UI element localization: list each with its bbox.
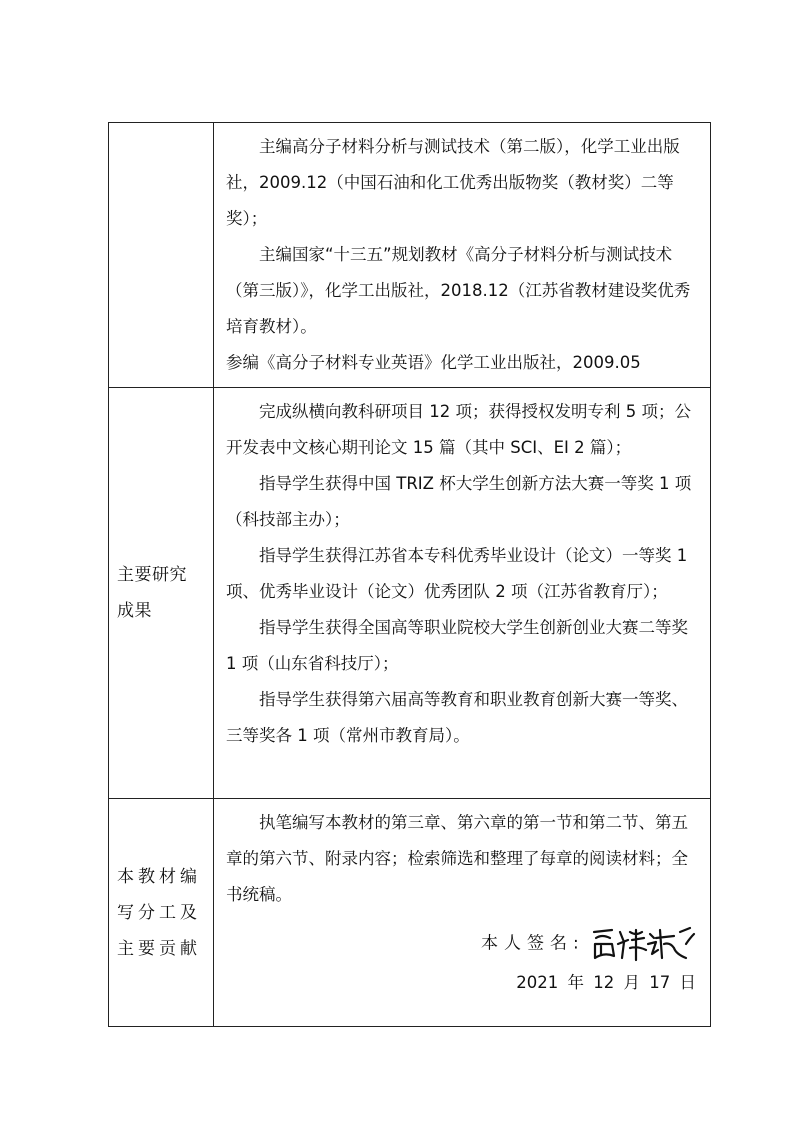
signature-label: 本人签名:	[481, 933, 585, 954]
contribution-entry: 执笔编写本教材的第三章、第六章的第一节和第二节、第五章的第六节、附录内容；检索筛选和整理了每章的阅读材料；全书统稿。	[226, 813, 688, 904]
research-row	[109, 388, 711, 799]
research-entry-5: 指导学生获得第六届高等教育和职业教育创新大赛一等奖、三等奖各 1 项（常州市教育局）。	[226, 690, 688, 745]
research-label-line-1: 主要研究	[117, 565, 187, 585]
handwritten-signature	[590, 924, 696, 964]
research-entry-1: 完成纵横向教科研项目 12 项；获得授权发明专利 5 项；公开发表中文核心期刊论文 15 篇（其中 SCI、EI 2 篇）；	[226, 402, 691, 457]
textbook-row	[109, 123, 711, 388]
contribution-row	[109, 799, 711, 1027]
sign-date: 2021 年 12 月 17 日	[516, 973, 696, 992]
research-entry-2: 指导学生获得中国 TRIZ 杯大学生创新方法大赛一等奖 1 项（科技部主办）；	[226, 474, 692, 529]
contribution-label	[109, 799, 214, 1027]
research-entry-3: 指导学生获得江苏省本专科优秀毕业设计（论文）一等奖 1 项、优秀毕业设计（论文）优秀团队 2 项（江苏省教育厅）；	[226, 546, 688, 601]
research-label	[109, 388, 214, 799]
row-label-empty	[109, 123, 214, 388]
research-entry-4: 指导学生获得全国高等职业院校大学生创新创业大赛二等奖 1 项（山东省科技厅）；	[226, 618, 688, 673]
signature-line	[226, 921, 702, 965]
contribution-label-line-2: 写分工及	[117, 902, 201, 923]
contribution-content	[214, 799, 711, 1027]
textbook-entry-3: 参编《高分子材料专业英语》化学工业出版社，2009.05	[226, 353, 641, 372]
info-table	[108, 122, 711, 1027]
textbook-entry-1: 主编高分子材料分析与测试技术（第二版），化学工业出版社，2009.12（中国石油和化工优秀出版物奖（教材奖）二等奖）；	[226, 137, 680, 228]
contribution-label-line-1: 本教材编	[117, 866, 201, 887]
textbook-entry-2: 主编国家“十三五”规划教材《高分子材料分析与测试技术（第三版）》，化学工出版社，2018.12（江苏省教材建设奖优秀培育教材）。	[226, 245, 691, 336]
contribution-label-line-3: 主要贡献	[117, 938, 201, 959]
research-content	[214, 388, 711, 799]
research-label-line-2: 成果	[117, 601, 152, 621]
textbook-content	[214, 123, 711, 388]
